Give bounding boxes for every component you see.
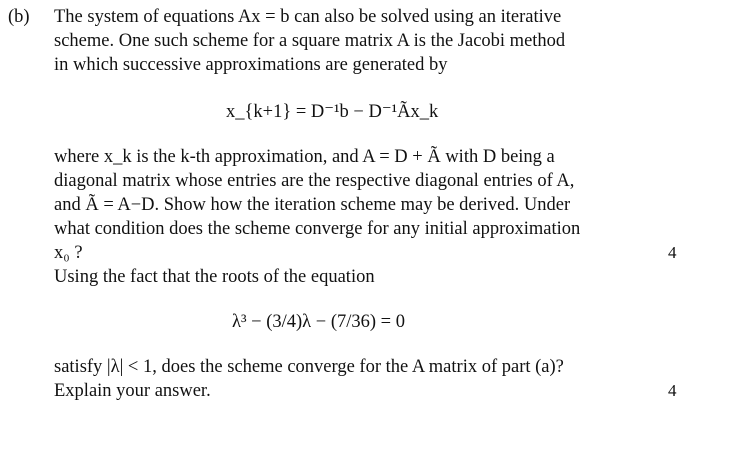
part-label: (b) [8,7,30,27]
question-text-line: The system of equations Ax = b can also be solved using an iterative [54,7,562,27]
question-text-line: Explain your answer. [54,381,211,401]
question-text-line: where x_k is the k-th approximation, and A = D + Ã with D being a [54,147,555,167]
question-text-line: Using the fact that the roots of the equation [54,267,375,287]
question-text-line: scheme. One such scheme for a square matrix A is the Jacobi method [54,31,566,51]
question-text-line: and Ã = A−D. Show how the iteration scheme may be derived. Under [54,195,571,215]
question-text-line: diagonal matrix whose entries are the respective diagonal entries of A, [54,171,575,191]
marks-label: 4 [668,243,677,262]
question-text-line: in which successive approximations are generated by [54,55,448,75]
jacobi-iteration-equation: x_{k+1} = D⁻¹b − D⁻¹Ãx_k [226,102,439,122]
question-text-line: satisfy |λ| < 1, does the scheme converge for the A matrix of part (a)? [54,357,564,377]
characteristic-equation: λ³ − (3/4)λ − (7/36) = 0 [232,312,405,332]
question-text-line: what condition does the scheme converge for any initial approximation [54,219,581,239]
question-text-line: x₀ ? [54,243,83,263]
marks-label: 4 [668,381,677,400]
